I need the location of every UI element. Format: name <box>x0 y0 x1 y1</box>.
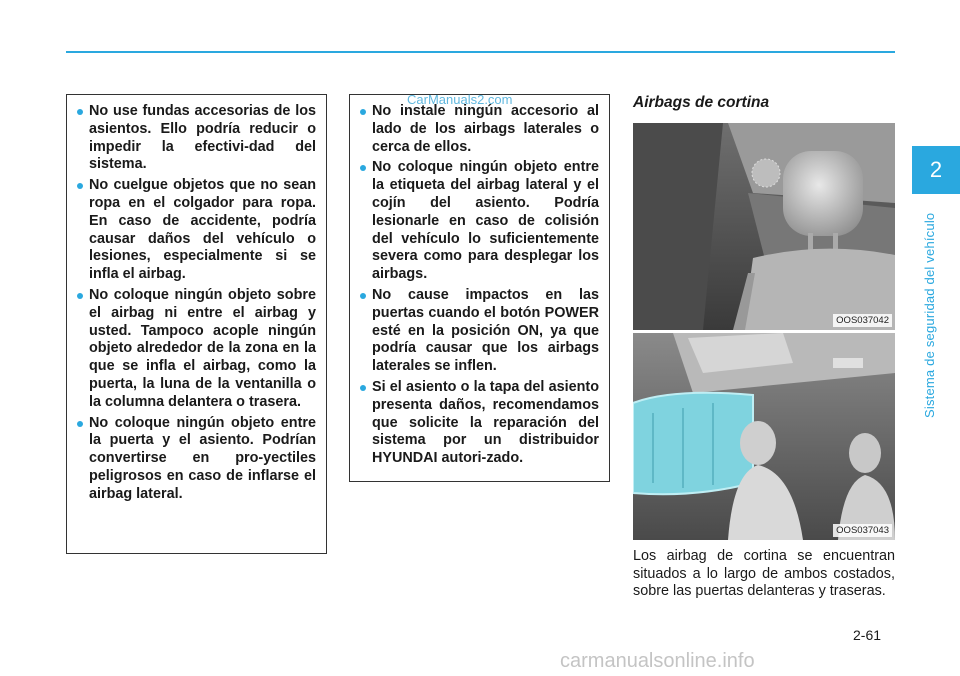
curtain-airbag-illustration <box>633 333 895 540</box>
warning-item: No use fundas accesorias de los asientos. Ello podría reducir o impedir la efectivi-dad del sistema. <box>76 103 316 174</box>
figure-curtain-airbag <box>633 333 895 540</box>
warning-box-left <box>66 94 327 554</box>
warning-item: Si el asiento o la tapa del asiento presenta daños, recomendamos que solicite la reparación del sistema por un distribuidor HYUNDAI autori-zado. <box>359 379 599 468</box>
warning-box-right <box>349 94 610 482</box>
watermark-bottom: carmanualsonline.info <box>560 650 755 672</box>
warning-list-right <box>359 103 599 468</box>
chapter-title: Sistema de seguridad del vehículo <box>922 212 937 418</box>
figure-code: OOS037042 <box>833 314 892 327</box>
warning-item: No coloque ningún objeto entre la etiqueta del airbag lateral y el cojín del asiento. Podría lesionarle en caso de colisión del vehículo lo suficientemente severa como para desplegar los airbags. <box>359 159 599 284</box>
page-number: 2-61 <box>853 627 882 643</box>
warning-item: No cuelgue objetos que no sean ropa en el colgador para ropa. En caso de accidente, podría causar daños del vehículo o lesiones, especialmente si se infla el airbag. <box>76 177 316 284</box>
warning-item: No cause impactos en las puertas cuando el botón POWER esté en la posición ON, ya que podría causar que los airbags laterales se inflen. <box>359 287 599 376</box>
warning-item: No coloque ningún objeto entre la puerta y el asiento. Podrían convertirse en pro-yectiles peligrosos en caso de inflarse el airbag lateral. <box>76 415 316 504</box>
warning-item: No instale ningún accesorio al lado de los airbags laterales o cerca de ellos. <box>359 103 599 156</box>
figure-code: OOS037043 <box>833 524 892 537</box>
section-body-text: Los airbag de cortina se encuentran situados a lo largo de ambos costados, sobre las puertas delanteras y traseras. <box>633 548 895 599</box>
seat-illustration <box>633 123 895 330</box>
header-rule <box>66 51 895 53</box>
chapter-number-tab: 2 <box>912 146 960 194</box>
figure-seat-airbag <box>633 123 895 330</box>
warning-list-left <box>76 103 316 504</box>
watermark-top: CarManuals2.com <box>407 92 513 107</box>
warning-item: No coloque ningún objeto sobre el airbag ni entre el airbag y usted. Tampoco acople ningún objeto alrededor de la zona en la que se infla el airbag, como la puerta, la luna de la ventanilla o la columna delantera o trasera. <box>76 287 316 412</box>
section-title: Airbags de cortina <box>633 94 770 111</box>
